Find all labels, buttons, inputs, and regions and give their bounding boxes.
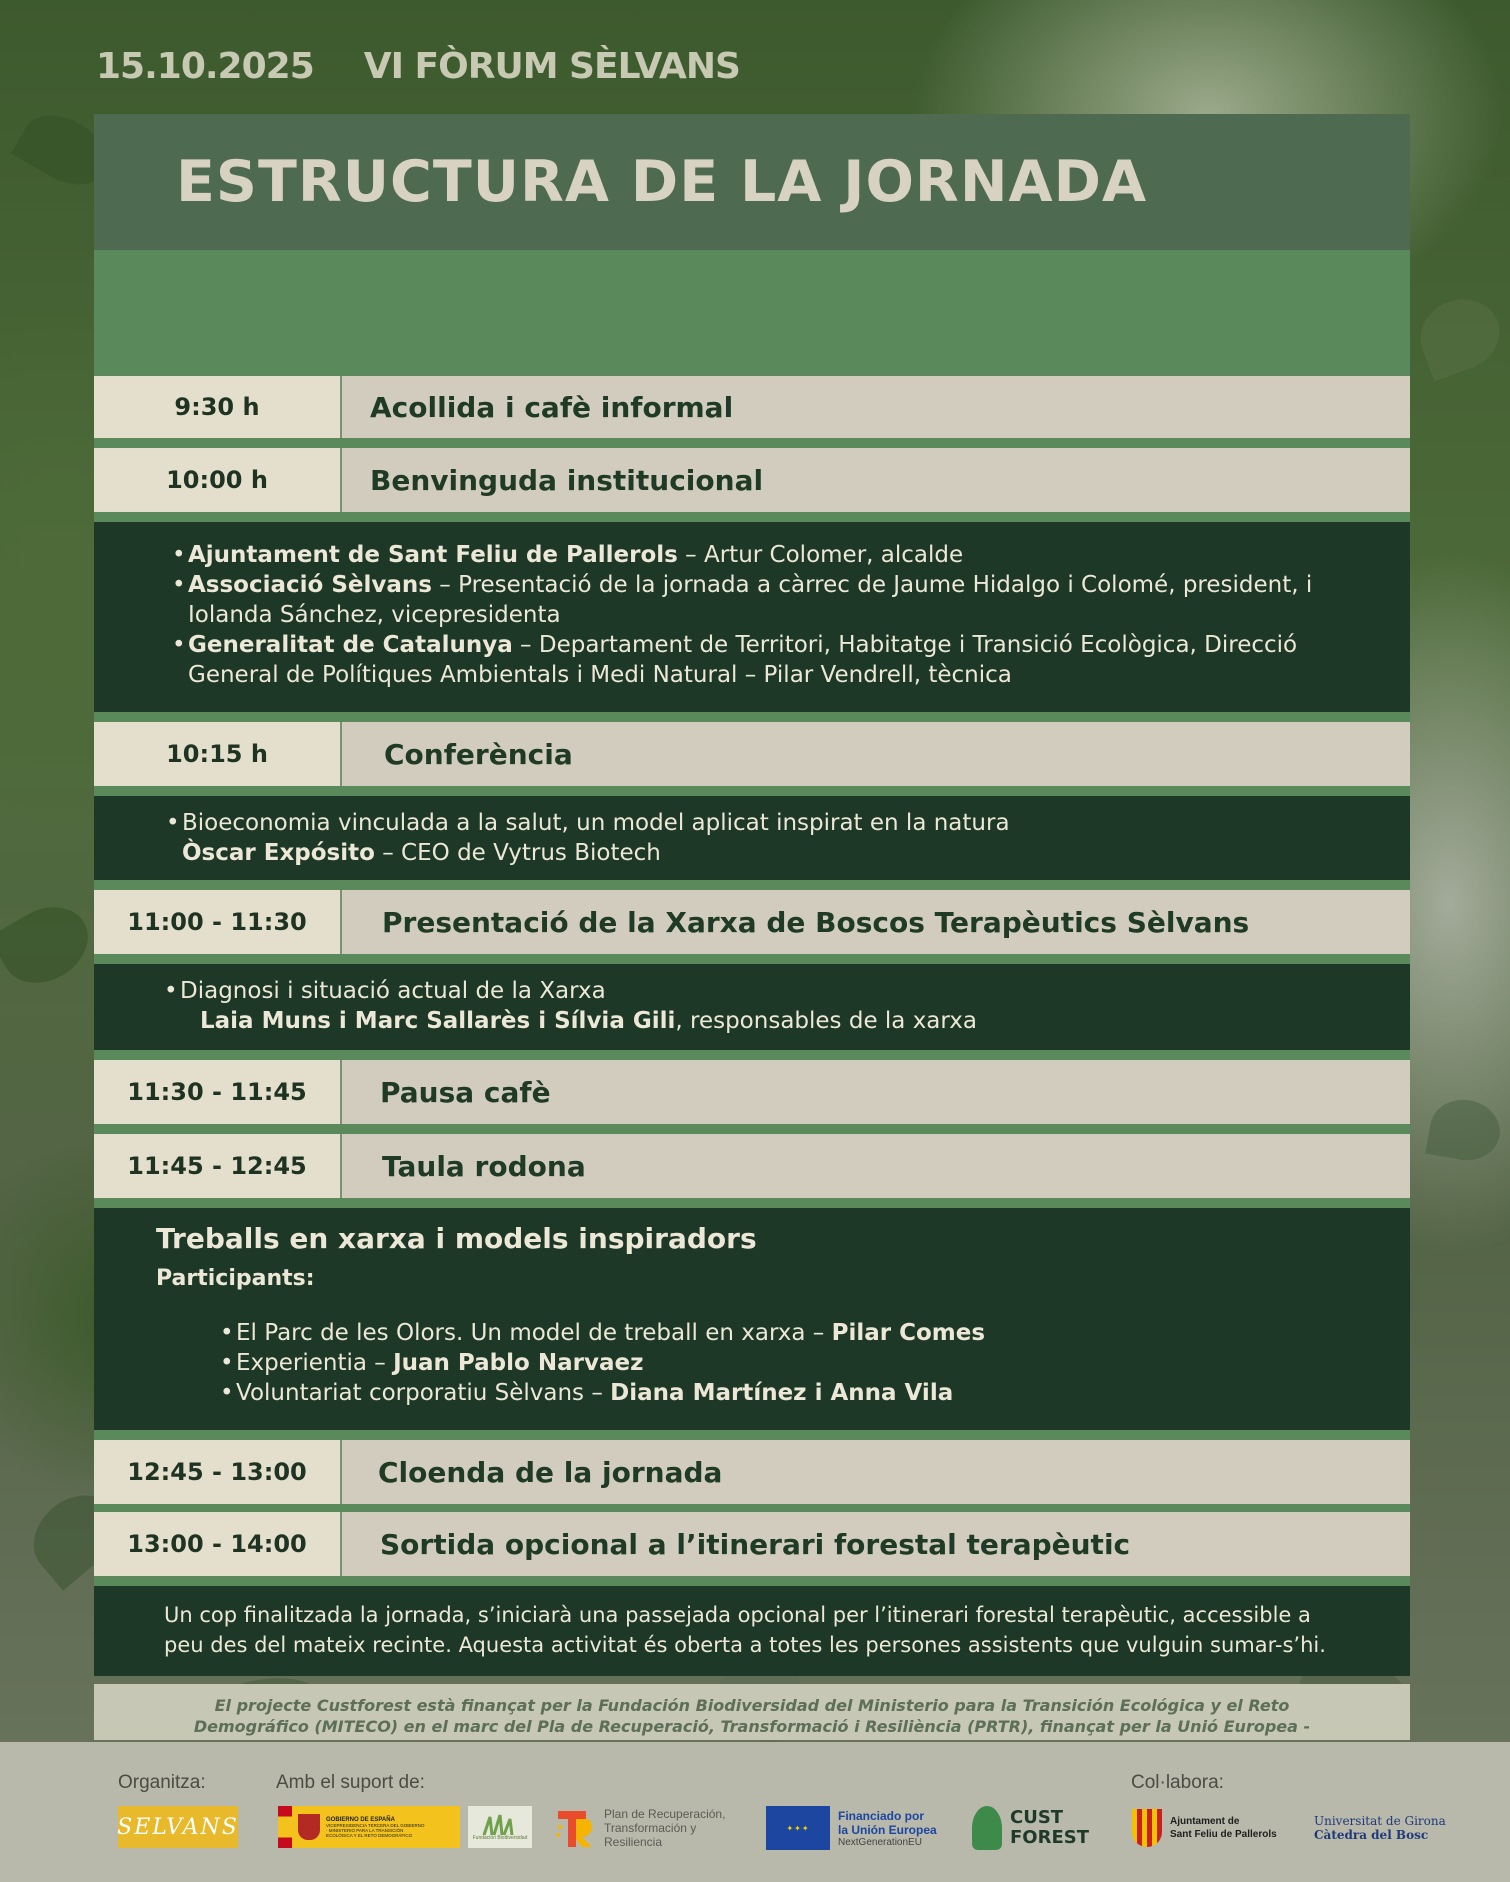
participant-item: • El Parc de les Olors. Un model de treball en xarxa – Pilar Comes [236,1318,1350,1348]
participant-item: • Voluntariat corporatiu Sèlvans – Diana Martínez i Anna Vila [236,1378,1350,1408]
card-title: ESTRUCTURA DE LA JORNADA [176,149,1148,215]
schedule-time: 12:45 - 13:00 [94,1440,342,1504]
grass-icon [480,1813,520,1835]
eu-logo: ✦✦✦ Financiado por la Unión Europea NextGenerationEU [766,1804,948,1852]
round-table-heading: Treballs en xarxa i models inspiradors [156,1222,757,1255]
selvans-logo: SELVANS [118,1806,238,1848]
schedule-time: 10:00 h [94,448,342,512]
schedule-title: Presentació de la Xarxa de Boscos Terapèutics Sèlvans [342,890,1410,954]
collab-label: Col·labora: [1131,1772,1224,1793]
eu-flag-icon: ✦✦✦ [766,1806,830,1850]
conference-details [94,796,1410,880]
prtr-icon [552,1805,598,1851]
schedule-row [94,722,1410,786]
card-title-bar [94,114,1410,250]
support-label: Amb el suport de: [276,1772,425,1793]
organizer-label: Organitza: [118,1772,206,1793]
schedule-time: 9:30 h [94,376,342,438]
custforest-logo: CUST FOREST [972,1802,1098,1854]
gobierno-espana-logo: GOBIERNO DE ESPAÑA VICEPRESIDENCIA TERCERA DEL GOBIERNO · MINISTERIO PARA LA TRANSICIÓN ECOLÓGICA Y EL RETO DEMOGRÁFICO [278,1806,460,1848]
schedule-title: Cloenda de la jornada [342,1440,1410,1504]
schedule-row [94,1512,1410,1576]
welcome-details [94,522,1410,712]
schedule-row [94,1134,1410,1198]
schedule-title: Sortida opcional a l’itinerari forestal terapèutic [342,1512,1410,1576]
schedule-time: 11:45 - 12:45 [94,1134,342,1198]
schedule-time: 11:30 - 11:45 [94,1060,342,1124]
event-name: VI FÒRUM SÈLVANS [363,46,740,87]
shield-icon [1132,1809,1162,1847]
schedule-row [94,890,1410,954]
schedule-title: Acollida i cafè informal [342,376,1410,438]
round-table-details [94,1208,1410,1430]
forest-icon [972,1806,1002,1850]
schedule-card [94,114,1410,1736]
welcome-item: • Generalitat de Catalunya – Departament de Territori, Habitatge i Transició Ecològica, Direcció General de Polítiques Ambientals i Medi Natural – Pilar Vendrell, tècnica [188,630,1350,690]
schedule-title: Benvinguda institucional [342,448,1410,512]
schedule-row [94,376,1410,438]
welcome-item: • Ajuntament de Sant Feliu de Pallerols – Artur Colomer, alcalde [188,540,1350,570]
schedule-row [94,448,1410,512]
participants-label: Participants: [156,1266,315,1291]
conference-topic: • Bioeconomia vinculada a la salut, un model aplicat inspirat en la natura Òscar Expósito – CEO de Vytrus Biotech [182,808,1350,868]
prtr-logo: Plan de Recuperación, Transformación y Resiliencia [552,1804,758,1852]
schedule-time: 11:00 - 11:30 [94,890,342,954]
schedule-title: Taula rodona [342,1134,1410,1198]
schedule-row [94,1440,1410,1504]
network-details [94,964,1410,1050]
schedule-title: Conferència [342,722,1410,786]
schedule-title: Pausa cafè [342,1060,1410,1124]
schedule-row [94,1060,1410,1124]
coat-of-arms-icon [298,1814,320,1840]
participant-item: • Experientia – Juan Pablo Narvaez [236,1348,1350,1378]
schedule-time: 10:15 h [94,722,342,786]
closing-note: Un cop finalitzada la jornada, s’iniciarà una passejada opcional per l’itinerari forestal terapèutic, accessible a peu des del mateix recinte. Aquesta activitat és oberta a totes les persones assistents que vulguin sumar-s’hi. [94,1586,1410,1676]
network-topic: • Diagnosi i situació actual de la Xarxa Laia Muns i Marc Sallarès i Sílvia Gili, responsables de la xarxa [180,976,1350,1036]
fundacion-biodiversidad-logo: Fundación Biodiversidad [468,1806,532,1848]
ajuntament-logo: Ajuntament de Sant Feliu de Pallerols [1132,1800,1308,1856]
funding-note: El projecte Custforest està finançat per la Fundación Biodiversidad del Ministerio para la Transición Ecológica y el Reto Demográfico (MITECO) en el marc del Pla de Recuperació, Transformació i Resiliència (PRTR), finançat per la Unió Europea - [94,1684,1410,1740]
schedule-time: 13:00 - 14:00 [94,1512,342,1576]
udg-logo: Universitat de Girona Càtedra del Bosc [1314,1814,1446,1842]
event-date: 15.10.2025 [96,46,314,87]
welcome-item: • Associació Sèlvans – Presentació de la jornada a càrrec de Jaume Hidalgo i Colomé, president, i Iolanda Sánchez, vicepresidenta [188,570,1350,630]
event-header [96,46,740,87]
sponsors-footer [0,1742,1510,1882]
